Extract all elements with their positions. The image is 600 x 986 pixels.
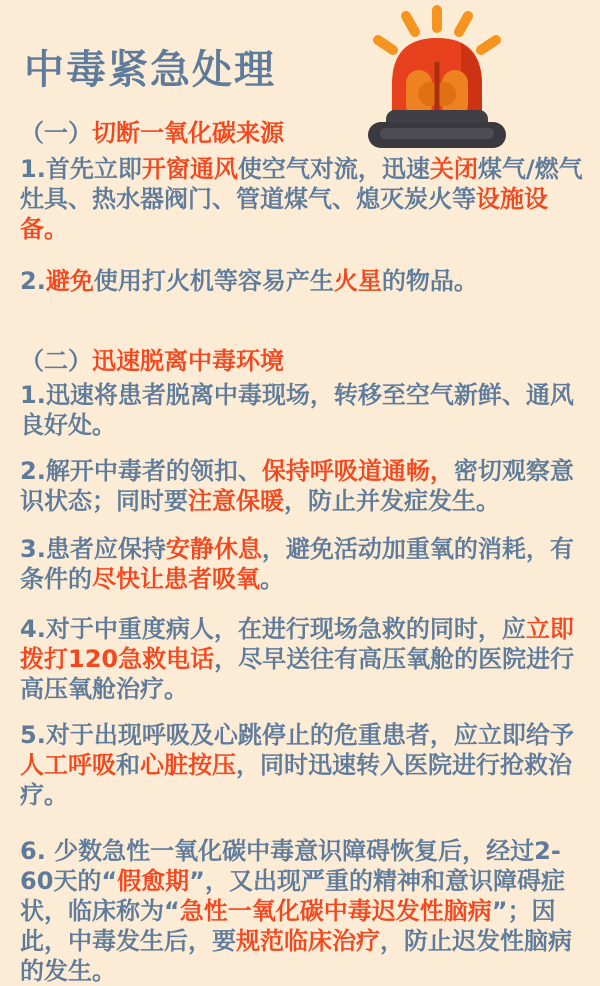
highlight-text: 心脏按压 bbox=[140, 751, 236, 779]
highlight-text: 人工呼吸 bbox=[20, 751, 116, 779]
highlight-text: 迅速脱离中毒环境 bbox=[92, 347, 284, 375]
body-text: 2.解开中毒者的领扣、 bbox=[20, 457, 262, 485]
highlight-text: 设施设备。 bbox=[20, 185, 548, 243]
highlight-text: 火星 bbox=[333, 267, 382, 295]
highlight-text: 假愈期 bbox=[117, 867, 190, 895]
body-text: 2. bbox=[20, 267, 46, 295]
section-1-heading bbox=[20, 118, 586, 148]
content bbox=[20, 118, 586, 986]
section-2-paragraph-3 bbox=[20, 534, 586, 594]
body-text: （二） bbox=[20, 347, 92, 375]
section-1 bbox=[20, 118, 586, 296]
page-title: 中毒紧急处理 bbox=[24, 47, 276, 93]
highlight-text: 开窗通风 bbox=[141, 155, 238, 183]
highlight-text: 保持呼吸道通畅， bbox=[261, 457, 454, 485]
body-text: ，防止并发症发生。 bbox=[284, 487, 500, 515]
highlight-text: 规范临床治疗 bbox=[236, 927, 380, 955]
body-text: 6. 少数急性一氧化碳中毒意识障碍恢复后，经过2-60天的“ bbox=[20, 837, 561, 895]
body-text: 使空气对流，迅速 bbox=[237, 155, 430, 183]
body-text: 3.患者应保持 bbox=[20, 535, 166, 563]
body-text: 的物品。 bbox=[381, 267, 478, 295]
body-text: ”；因此，中毒发生后，要 bbox=[20, 897, 556, 955]
body-text: 1.首先立即 bbox=[20, 155, 142, 183]
body-text: （一） bbox=[20, 119, 92, 147]
body-text: ，尽早送往有高压氧舱的医院进行高压氧舱治疗。 bbox=[20, 645, 575, 703]
section-2-paragraph-4 bbox=[20, 614, 586, 704]
body-text: 。 bbox=[260, 565, 284, 593]
highlight-text: 切断一氧化碳来源 bbox=[92, 119, 284, 147]
body-text: 使用打火机等容易产生 bbox=[93, 267, 334, 295]
highlight-text: 安静休息 bbox=[165, 535, 262, 563]
section-2-paragraph-5 bbox=[20, 720, 586, 810]
body-text: 和 bbox=[116, 751, 140, 779]
highlight-text: 关闭 bbox=[429, 155, 478, 183]
body-text: ”，又出现严重的精神和意识障碍症状，临床称为“ bbox=[20, 867, 565, 925]
highlight-text: 注意保暖 bbox=[188, 487, 284, 515]
highlight-text: 尽快让患者吸氧 bbox=[92, 565, 260, 593]
section-2-paragraph-6 bbox=[20, 836, 586, 986]
highlight-text: 急性一氧化碳中毒迟发性脑病 bbox=[179, 897, 492, 925]
section-2 bbox=[20, 346, 586, 986]
body-text: ，同时迅速转入医院进行抢救治疗。 bbox=[20, 751, 572, 809]
section-2-paragraph-1 bbox=[20, 380, 586, 440]
siren-center-line bbox=[435, 62, 440, 116]
body-text: 密切观察意识状态；同时要 bbox=[20, 457, 574, 515]
body-text: ，防止迟发性脑病的发生。 bbox=[20, 927, 572, 985]
body-text: 煤气/燃气灶具、热水器阀门、管道煤气、熄灭炭火等 bbox=[20, 155, 583, 213]
body-text: ，避免活动加重氧的消耗，有条件的 bbox=[20, 535, 574, 593]
body-text: 5.对于出现呼吸及心跳停止的危重患者，应立即给予 bbox=[20, 721, 574, 749]
body-text: 4.对于中重度病人，在进行现场急救的同时，应 bbox=[20, 615, 526, 643]
highlight-text: 立即拨打120急救电话 bbox=[20, 615, 574, 673]
section-1-paragraph-2 bbox=[20, 266, 586, 296]
body-text: 1.迅速将患者脱离中毒现场，转移至空气新鲜、通风良好处。 bbox=[20, 381, 574, 439]
section-2-paragraph-2 bbox=[20, 456, 586, 516]
section-1-paragraph-1 bbox=[20, 154, 586, 244]
section-2-heading bbox=[20, 346, 586, 376]
highlight-text: 避免 bbox=[45, 267, 94, 295]
